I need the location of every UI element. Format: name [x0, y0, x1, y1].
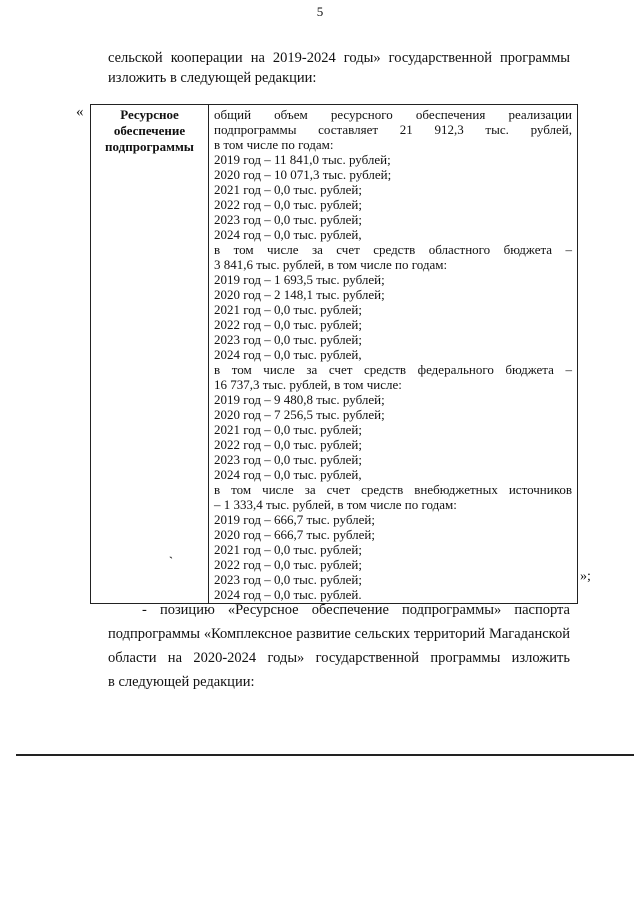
funding-line: 2021 год – 0,0 тыс. рублей; [214, 182, 362, 197]
funding-line: 2021 год – 0,0 тыс. рублей; [214, 542, 362, 557]
close-quote-mark: »; [580, 569, 591, 584]
row-header-line: Ресурсное [120, 107, 179, 122]
funding-line: в том числе за счет средств федерального бюджета – [214, 362, 572, 377]
funding-line: 2019 год – 666,7 тыс. рублей; [214, 512, 375, 527]
funding-line: 2022 год – 0,0 тыс. рублей; [214, 437, 362, 452]
funding-line: 2019 год – 1 693,5 тыс. рублей; [214, 272, 385, 287]
funding-line: 2023 год – 0,0 тыс. рублей; [214, 212, 362, 227]
funding-line: – 1 333,4 тыс. рублей, в том числе по годам: [214, 497, 457, 512]
instruction-paragraph [108, 598, 570, 694]
intro-line: изложить в следующей редакции: [108, 70, 317, 86]
funding-line: 2020 год – 7 256,5 тыс. рублей; [214, 407, 385, 422]
paragraph-line: в следующей редакции: [108, 674, 255, 690]
resource-table [90, 104, 578, 604]
funding-line: 16 737,3 тыс. рублей, в том числе: [214, 377, 402, 392]
paragraph-line: подпрограммы «Комплексное развитие сельских территорий Магаданской [108, 626, 570, 642]
intro-paragraph [108, 48, 570, 88]
funding-line: 2024 год – 0,0 тыс. рублей, [214, 467, 362, 482]
funding-line: 2019 год – 11 841,0 тыс. рублей; [214, 152, 391, 167]
funding-line: 2023 год – 0,0 тыс. рублей; [214, 572, 362, 587]
funding-line: 2020 год – 10 071,3 тыс. рублей; [214, 167, 392, 182]
funding-line: общий объем ресурсного обеспечения реализации [214, 107, 572, 122]
funding-line: в том числе за счет средств внебюджетных источников [214, 482, 572, 497]
funding-line: 2021 год – 0,0 тыс. рублей; [214, 422, 362, 437]
funding-line: 2021 год – 0,0 тыс. рублей; [214, 302, 362, 317]
funding-line: 2023 год – 0,0 тыс. рублей; [214, 332, 362, 347]
funding-line: 2024 год – 0,0 тыс. рублей. [214, 587, 362, 602]
funding-line: 2020 год – 2 148,1 тыс. рублей; [214, 287, 385, 302]
paragraph-line: области на 2020-2024 годы» государственной программы изложить [108, 650, 570, 666]
funding-line: 2024 год – 0,0 тыс. рублей, [214, 227, 362, 242]
funding-line: подпрограммы составляет 21 912,3 тыс. рублей, [214, 122, 572, 137]
funding-line: в том числе за счет средств областного бюджета – [214, 242, 572, 257]
row-header-cell [91, 105, 209, 604]
table-row [91, 105, 578, 604]
intro-line: сельской кооперации на 2019-2024 годы» государственной программы [108, 50, 570, 66]
funding-line: 2022 год – 0,0 тыс. рублей; [214, 557, 362, 572]
paragraph-line: - позицию «Ресурсное обеспечение подпрограммы» паспорта [142, 602, 570, 618]
funding-details-cell [209, 105, 578, 604]
funding-line: 3 841,6 тыс. рублей, в том числе по годам: [214, 257, 448, 272]
funding-line: в том числе по годам: [214, 137, 334, 152]
page-number: 5 [316, 4, 324, 19]
footer-divider [16, 754, 634, 756]
row-header-line: подпрограммы [105, 139, 194, 154]
stray-mark: ` [169, 554, 173, 568]
funding-line: 2022 год – 0,0 тыс. рублей; [214, 197, 362, 212]
funding-line: 2020 год – 666,7 тыс. рублей; [214, 527, 375, 542]
funding-line: 2022 год – 0,0 тыс. рублей; [214, 317, 362, 332]
funding-line: 2023 год – 0,0 тыс. рублей; [214, 452, 362, 467]
funding-line: 2019 год – 9 480,8 тыс. рублей; [214, 392, 385, 407]
open-quote-mark: « [76, 104, 84, 120]
funding-line: 2024 год – 0,0 тыс. рублей, [214, 347, 362, 362]
row-header-line: обеспечение [113, 123, 186, 138]
